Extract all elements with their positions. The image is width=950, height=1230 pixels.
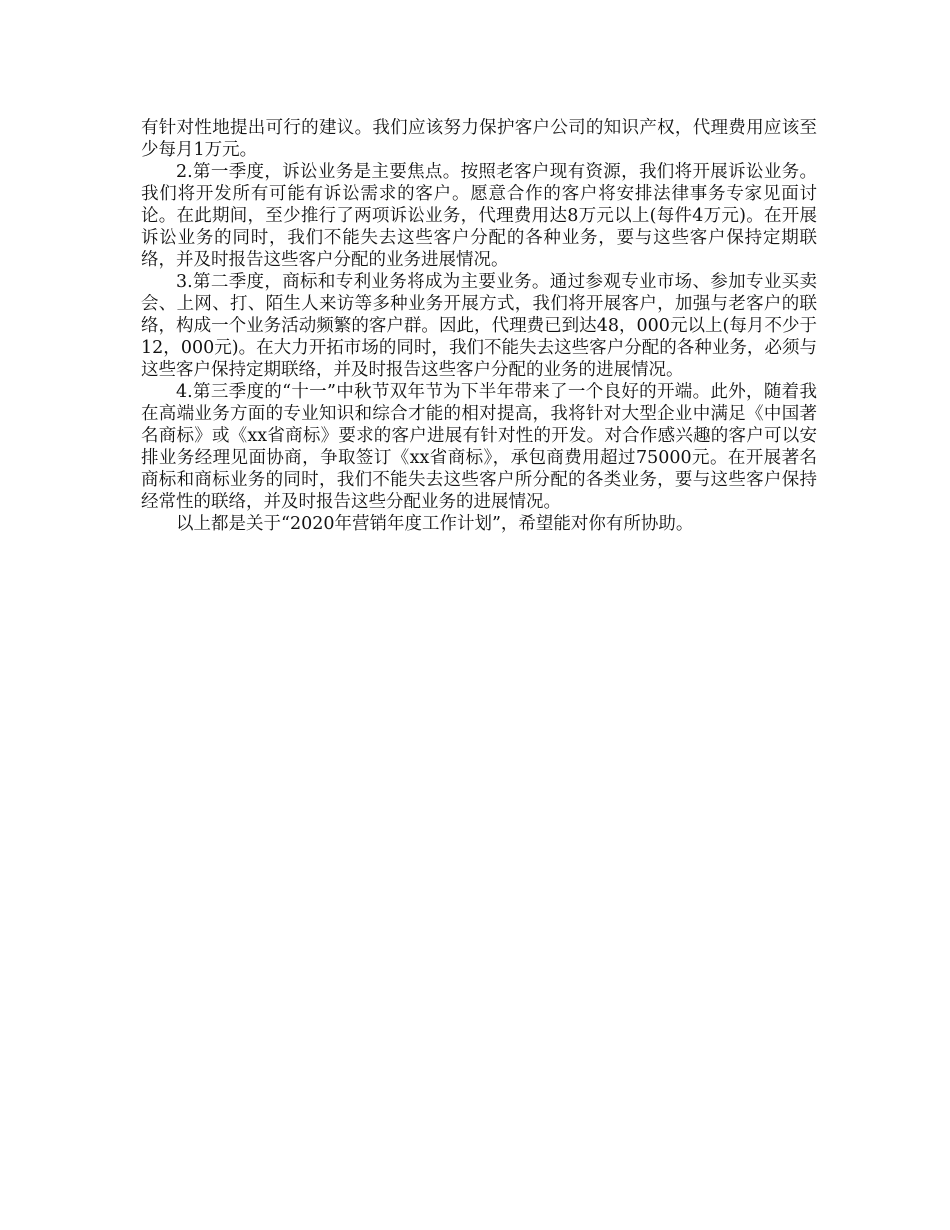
paragraph-1: 有针对性地提出可行的建议。我们应该努力保护客户公司的知识产权，代理费用应该至少每月1万元。 <box>141 118 817 160</box>
paragraph-5: 以上都是关于“2020年营销年度工作计划”，希望能对你有所协助。 <box>176 514 694 534</box>
document-page <box>141 117 817 535</box>
paragraph-4: 4.第三季度的“十一”中秋节双年节为下半年带来了一个良好的开端。此外，随着我在高端业务方面的专业知识和综合才能的相对提高，我将针对大型企业中满足《中国著名商标》或《xx省商标》要求的客户进展有针对性的开发。对合作感兴趣的客户可以安排业务经理见面协商，争取签订《xx省商标》，承包商费用超过75000元。在开展著名商标和商标业务的同时，我们不能失去这些客户所分配的各类业务，要与这些客户保持经常性的联络，并及时报告这些分配业务的进展情况。 <box>141 382 817 512</box>
paragraph-3: 3.第二季度，商标和专利业务将成为主要业务。通过参观专业市场、参加专业买卖会、上网、打、陌生人来访等多种业务开展方式，我们将开展客户，加强与老客户的联络，构成一个业务活动频繁的客户群。因此，代理费已到达48，000元以上(每月不少于12，000元)。在大力开拓市场的同时，我们不能失去这些客户分配的各种业务，必须与这些客户保持定期联络，并及时报告这些客户分配的业务的进展情况。 <box>141 272 817 380</box>
paragraph-2: 2.第一季度，诉讼业务是主要焦点。按照老客户现有资源，我们将开展诉讼业务。我们将开发所有可能有诉讼需求的客户。愿意合作的客户将安排法律事务专家见面讨论。在此期间，至少推行了两项诉讼业务，代理费用达8万元以上(每件4万元)。在开展诉讼业务的同时，我们不能失去这些客户分配的各种业务，要与这些客户保持定期联络，并及时报告这些客户分配的业务进展情况。 <box>141 162 817 270</box>
